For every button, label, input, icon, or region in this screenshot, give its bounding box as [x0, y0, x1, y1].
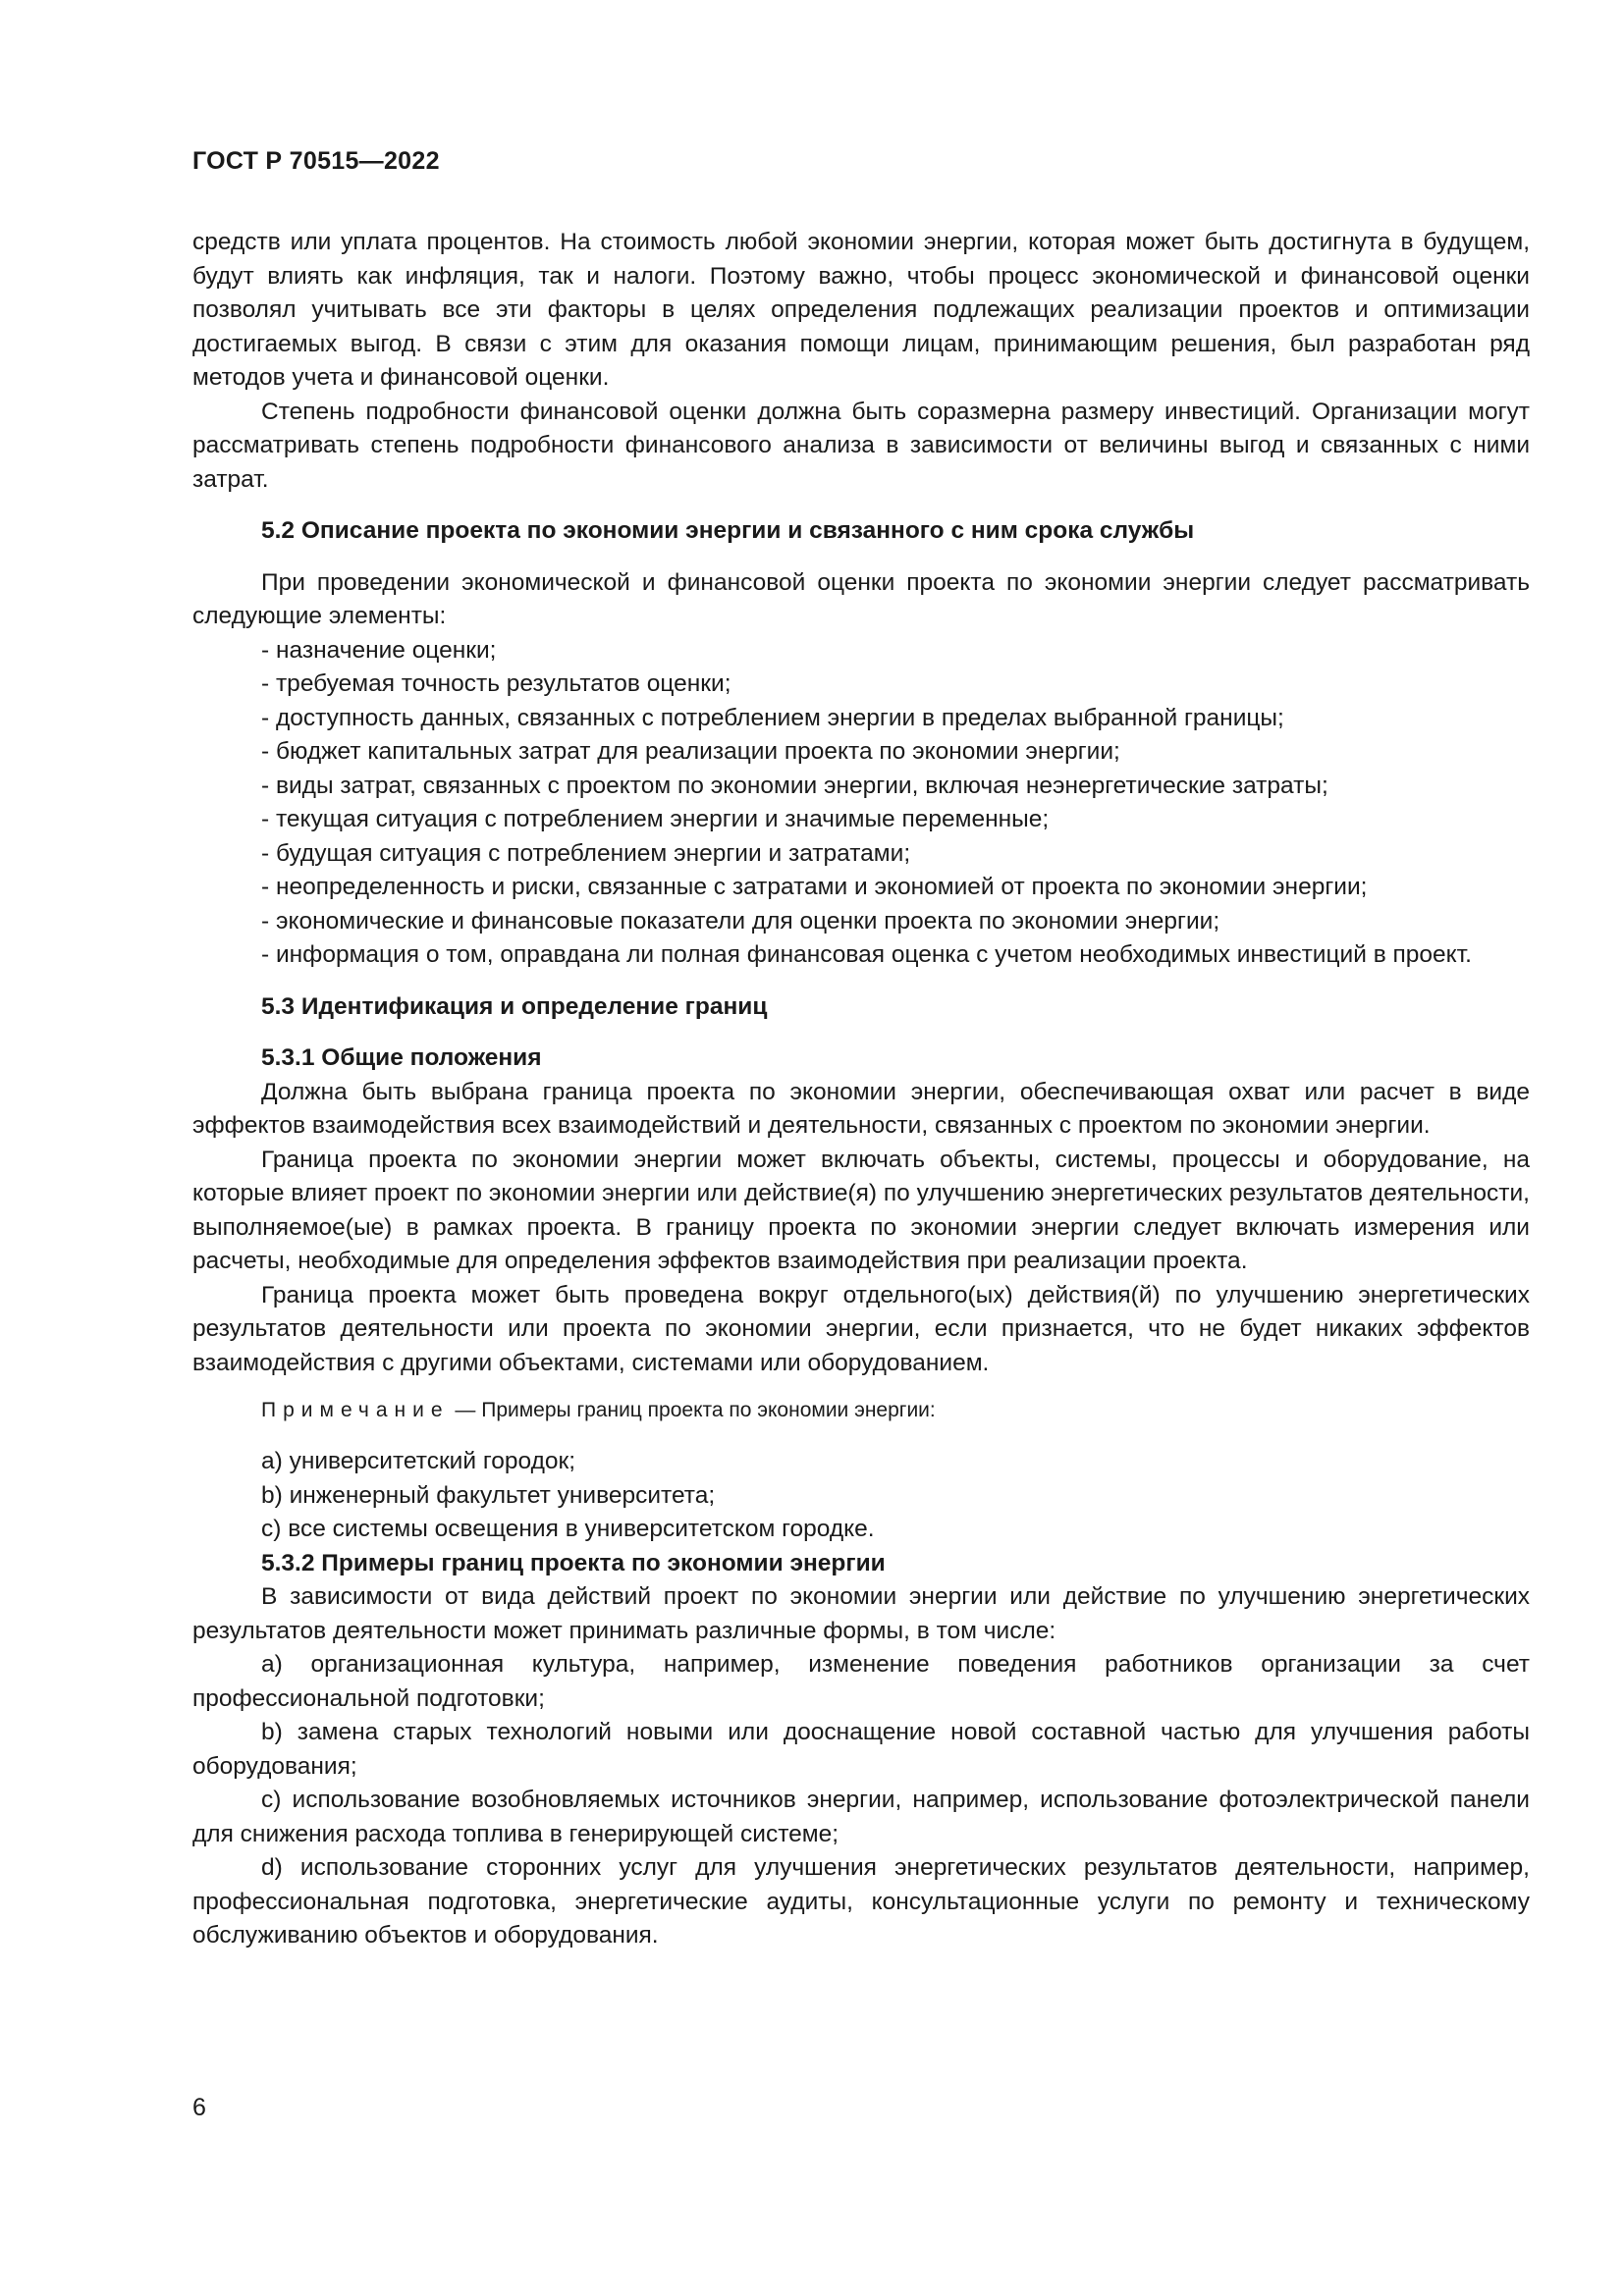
paragraph: Степень подробности финансовой оценки должна быть соразмерна размеру инвестиций. Организации могут рассматривать степень подробности финансового анализа в зависимости от величины выгод и связанных с ними затрат. [192, 398, 1530, 493]
section-heading-5-2: 5.2 Описание проекта по экономии энергии и связанного с ним срока службы [261, 517, 1195, 544]
subsection-heading-5-3-2: 5.3.2 Примеры границ проекта по экономии энергии [261, 1549, 886, 1576]
paragraph: средств или уплата процентов. На стоимость любой экономии энергии, которая может быть достигнута в будущем, будут влиять как инфляция, так и налоги. Поэтому важно, чтобы процесс экономической и финансовой оценки позволял учитывать все эти факторы в целях определения подлежащих реализации проектов и оптимизации достигаемых выгод. В связи с этим для оказания помощи лицам, принимающим решения, был разработан ряд методов учета и финансовой оценки. [192, 229, 1530, 391]
subsection-heading-5-3-1: 5.3.1 Общие положения [261, 1044, 542, 1071]
paragraph: Граница проекта может быть проведена вокруг отдельного(ых) действия(й) по улучшению энергетических результатов деятельности или проекта по экономии энергии, если признается, что не будет никаких эффектов взаимодействия с другими объектами, системами или оборудованием. [192, 1281, 1530, 1376]
paragraph: Должна быть выбрана граница проекта по экономии энергии, обеспечивающая охват или расчет в виде эффектов взаимодействия всех взаимодействий и деятельности, связанных с проектом по экономии энергии. [192, 1078, 1530, 1139]
paragraph: При проведении экономической и финансовой оценки проекта по экономии энергии следует рассматривать следующие элементы: [192, 568, 1530, 629]
paragraph: Граница проекта по экономии энергии может включать объекты, системы, процессы и оборудование, на которые влияет проект по экономии энергии или действие(я) по улучшению энергетических результатов деятельности, выполняемое(ые) в рамках проекта. В границу проекта по экономии энергии следует включать измерения или расчеты, необходимые для определения эффектов взаимодействия при реализации проекта. [192, 1146, 1530, 1274]
list-item: d) использование сторонних услуг для улучшения энергетических результатов деятельности, например, профессиональная подготовка, энергетические аудиты, консультационные услуги по ремонту и техническому обслуживанию объектов и оборудования. [192, 1854, 1530, 1949]
list-item: - информация о том, оправдана ли полная финансовая оценка с учетом необходимых инвестиций в проект. [261, 941, 1472, 968]
paragraph: В зависимости от вида действий проект по экономии энергии или действие по улучшению энергетических результатов деятельности может принимать различные формы, в том числе: [192, 1583, 1530, 1644]
list-item: c) все системы освещения в университетском городке. [261, 1516, 875, 1542]
list-item: - требуемая точность результатов оценки; [261, 670, 731, 697]
list-item: - виды затрат, связанных с проектом по экономии энергии, включая неэнергетические затраты; [261, 772, 1328, 799]
list-item: c) использование возобновляемых источников энергии, например, использование фотоэлектрической панели для снижения расхода топлива в генерирующей системе; [192, 1787, 1530, 1847]
list-item: b) инженерный факультет университета; [261, 1481, 716, 1509]
list-item: - неопределенность и риски, связанные с затратами и экономией от проекта по экономии энергии; [261, 874, 1368, 900]
list-item: - текущая ситуация с потреблением энергии и значимые переменные; [261, 806, 1050, 832]
list-item: - будущая ситуация с потреблением энергии и затратами; [261, 839, 911, 867]
document-header: ГОСТ Р 70515—2022 [192, 147, 440, 175]
list-item: - экономические и финансовые показатели для оценки проекта по экономии энергии; [261, 907, 1220, 934]
note [192, 1396, 1530, 1425]
list-item: a) университетский городок; [261, 1448, 576, 1474]
list-item: - назначение оценки; [261, 636, 497, 664]
note-label: Примечание [261, 1399, 450, 1421]
list-item: - бюджет капитальных затрат для реализации проекта по экономии энергии; [261, 738, 1120, 765]
section-heading-5-3: 5.3 Идентификация и определение границ [261, 992, 768, 1020]
list-item: b) замена старых технологий новыми или дооснащение новой составной частью для улучшения работы оборудования; [192, 1719, 1530, 1780]
page-number: 6 [192, 2094, 206, 2121]
document-body [192, 226, 1530, 1953]
note-text: — Примеры границ проекта по экономии энергии: [449, 1399, 936, 1421]
list-item: a) организационная культура, например, изменение поведения работников организации за счет профессиональной подготовки; [192, 1651, 1530, 1712]
list-item: - доступность данных, связанных с потреблением энергии в пределах выбранной границы; [261, 704, 1284, 731]
